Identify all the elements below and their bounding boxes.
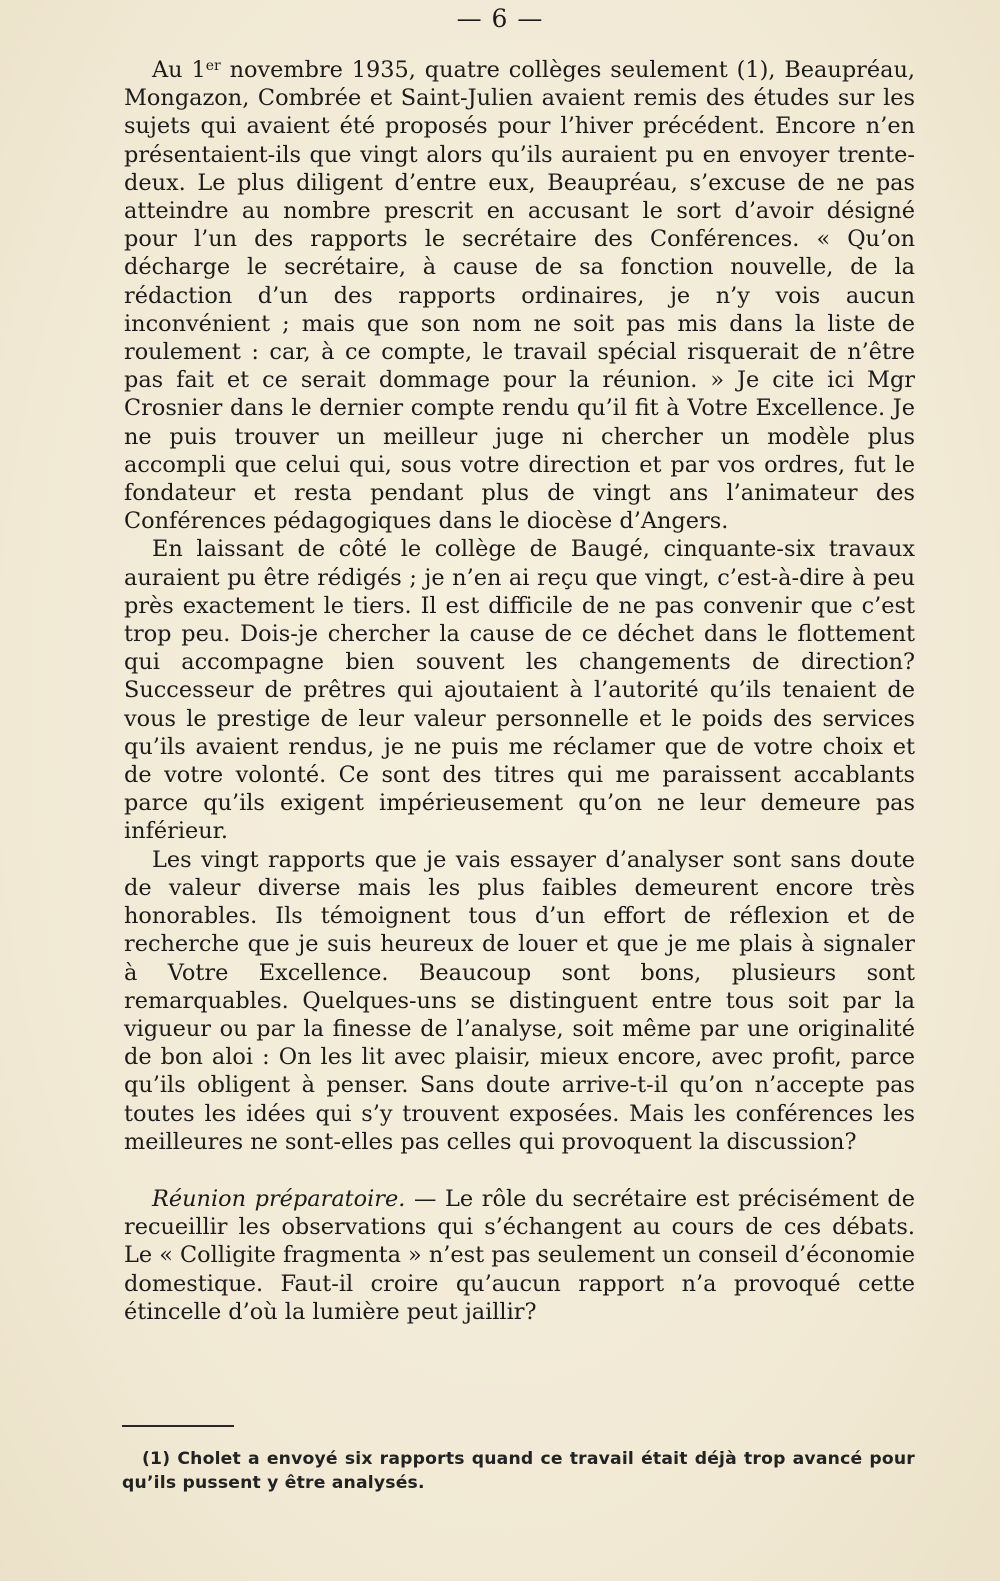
section-heading-italic: Réunion préparatoire. (152, 1185, 406, 1212)
paragraph-3: Les vingt rapports que je vais essayer d’analyser sont sans doute de valeur diverse mais les plus faibles demeurent encore très honorables. Ils témoignent tous d’un effort de réflexion et de recherche que je suis heureux de louer et que je me plais à signaler à Votre Excellence. Beaucoup sont bons, plusieurs sont remarquables. Quelques-uns se distinguent entre tous soit par la vigueur ou par la finesse de l’analyse, soit même par une originalité de bon aloi : On les lit avec plaisir, mieux encore, avec profit, parce qu’ils obligent à penser. Sans doute arrive-t-il qu’on n’accepte pas toutes les idées qui s’y trouvent exposées. Mais les conférences les meilleures ne sont-elles pas celles qui provoquent la discussion? (124, 846, 915, 1155)
paragraph-1-start: Au 1 (152, 57, 206, 83)
body-text (124, 56, 915, 1326)
footnote-separator (122, 1425, 234, 1427)
paragraph-2: En laissant de côté le collège de Baugé, cinquante-six travaux auraient pu être rédigés ; je n’en ai reçu que vingt, c’est-à-dire à peu près exactement le tiers. Il est difficile de ne pas convenir que c’est trop peu. Dois-je chercher la cause de ce déchet dans le flottement qui accompagne bien souvent les changements de direction? Successeur de prêtres qui ajoutaient à l’autorité qu’ils tenaient de vous le prestige de leur valeur personnelle et le poids des services qu’ils avaient rendus, je ne puis me réclamer que de votre choix et de votre volonté. Ce sont des titres qui me paraissent accablants parce qu’ils exigent impérieusement qu’on ne leur demeure pas inférieur. (124, 536, 915, 845)
page-number: — 6 — (456, 4, 544, 33)
paragraph-4 (124, 1185, 915, 1326)
paragraph-4-text: — Le rôle du secrétaire est précisément de recueillir les observations qui s’échangent au cours de ces débats. Le « Colligite fragmenta » n’est pas seulement un conseil d’économie domestique. Faut-il croire qu’aucun rapport n’a provoqué cette étincelle d’où la lumière peut jaillir? (124, 1185, 915, 1325)
ordinal-superscript: er (205, 58, 221, 74)
footnote: (1) Cholet a envoyé six rapports quand ce travail était déjà trop avancé pour qu’ils pussent y être analysés. (122, 1449, 915, 1493)
paragraph-1 (124, 56, 915, 535)
paragraph-1-text: novembre 1935, quatre collèges seulement (1), Beaupréau, Mongazon, Combrée et Saint-Julien avaient remis des études sur les sujets qui avaient été proposés pour l’hiver précédent. Encore n’en présentaient-ils que vingt alors qu’ils auraient pu en envoyer trente-deux. Le plus diligent d’entre eux, Beaupréau, s’excuse de ne pas atteindre au nombre prescrit en accusant le sort d’avoir désigné pour l’un des rapports le secrétaire des Conférences. « Qu’on décharge le secrétaire, à cause de sa fonction nouvelle, de la rédaction d’un des rapports ordinaires, je n’y vois aucun inconvénient ; mais que son nom ne soit pas mis dans la liste de roulement : car, à ce compte, le travail spécial risquerait de n’être pas fait et ce serait dommage pour la réunion. » Je cite ici Mgr Crosnier dans le dernier compte rendu qu’il fit à Votre Excellence. Je ne puis trouver un meilleur juge ni chercher un modèle plus accompli que celui qui, sous votre direction et par vos ordres, fut le fondateur et resta pendant plus de vingt ans l’animateur des Conférences pédagogiques dans le diocèse d’Angers. (124, 57, 915, 535)
